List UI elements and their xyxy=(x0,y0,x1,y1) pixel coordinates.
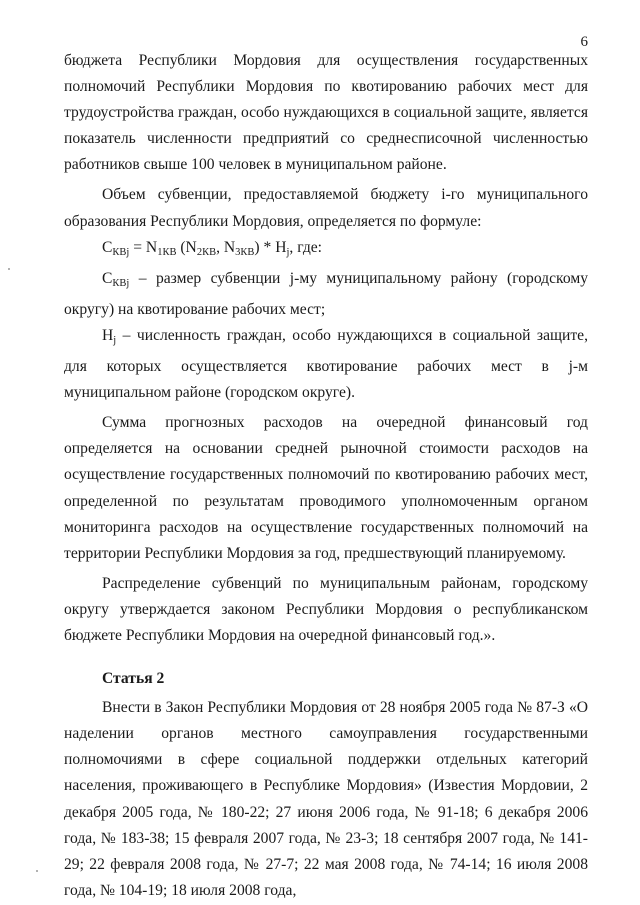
paragraph-distribution: Распределение субвенций по муниципальным районам, городскому округу утверждается законом Республики Мордовия о республиканском бюджете Республики Мордовия на очередной финансовый год.». xyxy=(64,574,588,644)
paragraph-subvention-volume: Объем субвенции, предоставляемой бюджету i-го муниципального образования Республики Мордовия, определяется по формуле: xyxy=(64,186,588,230)
formula-part: , N xyxy=(216,238,236,256)
formula-part: , где: xyxy=(289,238,323,256)
formula-part: (N xyxy=(176,238,197,256)
definition-symbol: С xyxy=(102,269,113,287)
formula-part: ) * Н xyxy=(254,238,287,256)
formula-sub: КВj xyxy=(112,246,130,258)
definition-text: – размер субвенции j-му муниципальному району (городскому округу) на квотирование рабочих мест; xyxy=(64,269,588,318)
formula-sub: 3КВ xyxy=(235,246,255,258)
scan-speck xyxy=(8,268,10,270)
definition-sub: j xyxy=(113,334,117,346)
definition-c-kvj xyxy=(64,266,588,323)
document-body xyxy=(64,48,588,904)
paragraph-forecast-expenses: Сумма прогнозных расходов на очередной финансовый год определяется на основании средней рыночной стоимости расходов на осуществление государственных полномочий по квотированию рабочих мест, определенной по результатам проводимого уполномоченным органом мониторинга расходов на осуществление государственных полномочий на территории Республики Мордовия за год, предшествующий планируемому. xyxy=(64,414,588,562)
subvention-formula xyxy=(64,235,588,266)
paragraph-amendment: Внести в Закон Республики Мордовия от 28 ноября 2005 года № 87-З «О наделении органов местного самоуправления государственными полномочиями в сфере социальной поддержки отдельных категорий населения, проживающего в Республике Мордовия» (Известия Мордовии, 2 декабря 2005 года, № 180-22; 27 июня 2006 года, № 91-18; 6 декабря 2006 года, № 183-38; 15 февраля 2007 года, № 23-3; 18 сентября 2007 года, № 141-29; 22 февраля 2008 года, № 27-7; 22 мая 2008 года, № 74-14; 16 июля 2008 года, № 104-19; 18 июля 2008 года, xyxy=(64,699,588,899)
definition-text: – численность граждан, особо нуждающихся в социальной защите, для которых осуществляется квотирование рабочих мест в j-м муниципальном районе (городском округе). xyxy=(64,326,588,402)
definition-symbol: Н xyxy=(102,326,114,344)
formula-sub: j xyxy=(286,246,290,258)
scan-speck xyxy=(36,870,38,872)
formula-part: = N xyxy=(129,238,158,256)
definition-sub: КВj xyxy=(112,277,130,289)
formula-sub: 2КВ xyxy=(196,246,217,258)
definition-h-j xyxy=(64,323,588,406)
article-heading: Статья 2 xyxy=(102,670,165,688)
page-number: 6 xyxy=(580,34,588,50)
formula-symbol-c: С xyxy=(102,238,113,256)
paragraph-subvention-criterion: бюджета Республики Мордовия для осуществления государственных полномочий Республики Мордовия по квотированию рабочих мест для трудоустройства граждан, особо нуждающихся в социальной защите, является показатель численности предприятий со среднесписочной численностью работников свыше 100 человек в муниципальном районе. xyxy=(64,52,588,174)
formula-sub: 1КВ xyxy=(157,246,177,258)
